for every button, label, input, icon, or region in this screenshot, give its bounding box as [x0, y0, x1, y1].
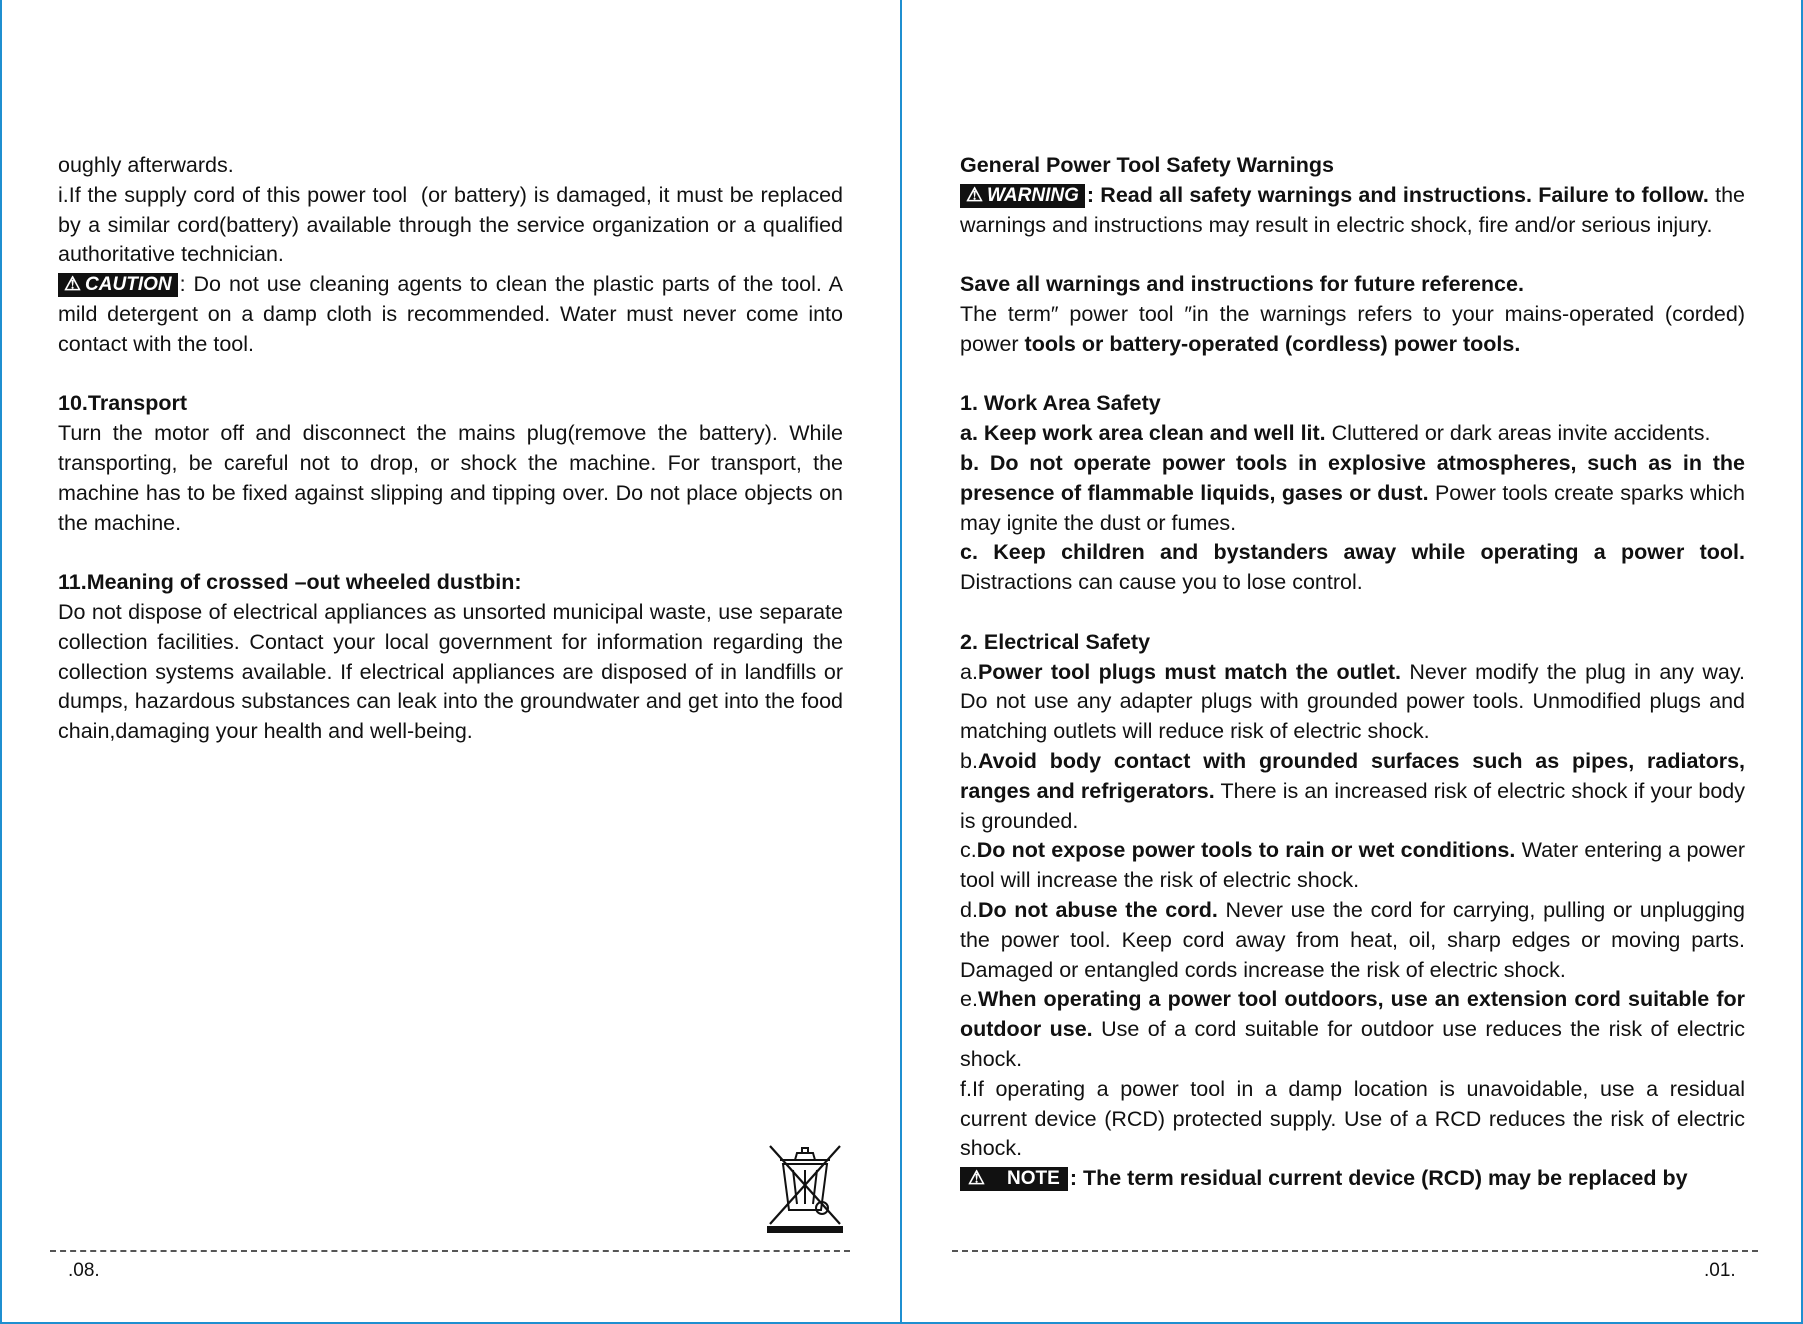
caution-badge — [58, 273, 178, 297]
note-text: : The term residual current device (RCD) may be replaced by — [1069, 1166, 1688, 1191]
warning-triangle-icon: ⚠ — [966, 184, 984, 206]
item-electrical-f: f.If operating a power tool in a damp location is unavoidable, use a residual current device (RCD) protected supply. Use of a RCD reduces the risk of electric shock. — [960, 1076, 1745, 1161]
item-d-prefix: d. — [960, 897, 978, 922]
heading-work-area-safety: 1. Work Area Safety — [960, 391, 1161, 416]
term-bold: tools or battery-operated (cordless) power tools. — [1018, 331, 1521, 356]
warning-triangle-icon: ⚠ — [968, 1168, 986, 1190]
item-work-area-c — [960, 538, 1745, 598]
item-c-text: Distractions can cause you to lose control. — [960, 570, 1363, 595]
note-badge — [960, 1167, 1068, 1191]
warning-badge — [960, 184, 1085, 208]
term-text: The term″ power tool ″in the warnings refers to your mains-operated (corded) power — [960, 301, 1745, 356]
item-a-text: Never modify the plug in any way. Do not use any adapter plugs with grounded power tools. Unmodified plugs and matching outlets will reduce risk of electric shock. — [960, 659, 1745, 744]
item-c-text: Water entering a power tool will increase the risk of electric shock. — [960, 838, 1745, 893]
paragraph-warning — [960, 181, 1745, 241]
left-footer-divider — [50, 1250, 850, 1252]
item-e-text: Use of a cord suitable for outdoor use reduces the risk of electric shock. — [960, 1017, 1745, 1071]
warning-bold-text: : Read all safety warnings and instructions. Failure to follow. — [1086, 182, 1709, 207]
item-b-bold: b. Do not operate power tools in explosive atmospheres, such as in the presence of flammable liquids, gases or dust. — [960, 450, 1745, 505]
warning-triangle-icon: ⚠ — [64, 274, 82, 296]
item-c-bold: c. Keep children and bystanders away while operating a power tool. — [960, 540, 1745, 565]
paragraph-supply-cord: i.If the supply cord of this power tool (or battery) is damaged, it must be replaced by a similar cord(battery) available through the service organization or a qualified authoritative technician. — [58, 182, 843, 267]
caution-badge-label: CAUTION — [85, 274, 172, 296]
heading-save-warnings: Save all warnings and instructions for future reference. — [960, 272, 1524, 297]
left-page — [0, 0, 900, 1324]
paragraph-continuation: oughly afterwards. — [58, 153, 234, 177]
caution-text: : Do not use cleaning agents to clean the plastic parts of the tool. A mild detergent on a damp cloth is recommended. Water must never come into contact with the tool. — [58, 272, 843, 356]
left-page-content — [58, 151, 843, 747]
note-badge-label: NOTE — [1007, 1168, 1060, 1190]
page-title: General Power Tool Safety Warnings — [960, 153, 1334, 177]
heading-transport: 10.Transport — [58, 391, 188, 416]
paragraph-caution — [58, 270, 843, 359]
item-b-prefix: b. — [960, 748, 978, 773]
item-work-area-b — [960, 449, 1745, 538]
item-electrical-c — [960, 836, 1745, 896]
heading-dustbin: 11.Meaning of crossed –out wheeled dustbin: — [58, 570, 522, 595]
item-electrical-d — [960, 896, 1745, 985]
item-d-bold: Do not abuse the cord. — [977, 897, 1218, 922]
item-electrical-a — [960, 658, 1745, 747]
right-page — [902, 0, 1803, 1324]
item-a-bold: a. Keep work area clean and well lit. — [960, 421, 1326, 446]
item-c-prefix: c. — [960, 838, 977, 863]
item-electrical-e — [960, 985, 1745, 1074]
item-b-bold: Avoid body contact with grounded surfaces such as pipes, radiators, ranges and refrigerators. — [960, 748, 1745, 803]
warning-text: the warnings and instructions may result in electric shock, fire and/or serious injury. — [960, 182, 1745, 237]
item-e-bold: When operating a power tool outdoors, use an extension cord suitable for outdoor use. — [960, 987, 1745, 1042]
item-b-text: There is an increased risk of electric shock if your body is grounded. — [960, 778, 1745, 833]
crossed-out-wheeled-bin-icon — [766, 1140, 844, 1233]
right-footer-divider — [952, 1250, 1758, 1252]
item-c-bold: Do not expose power tools to rain or wet conditions. — [976, 838, 1516, 863]
item-e-prefix: e. — [960, 987, 978, 1012]
heading-electrical-safety: 2. Electrical Safety — [960, 629, 1151, 654]
right-page-number: .01. — [1704, 1260, 1736, 1281]
item-a-prefix: a. — [960, 659, 978, 684]
paragraph-note — [960, 1164, 1745, 1194]
right-page-content — [960, 151, 1745, 1194]
item-d-text: Never use the cord for carrying, pulling or unplugging the power tool. Keep cord away from heat, oil, sharp edges or moving parts. Damaged or entangled cords increase the risk of electric shock. — [960, 897, 1745, 982]
paragraph-transport: Turn the motor off and disconnect the mains plug(remove the battery). While transporting, be careful not to drop, or shock the machine. For transport, the machine has to be fixed against slipping and tipping over. Do not place objects on the machine. — [58, 421, 843, 535]
item-a-text: Cluttered or dark areas invite accidents. — [1325, 421, 1711, 446]
item-b-text: Power tools create sparks which may ignite the dust or fumes. — [960, 480, 1745, 535]
item-work-area-a — [960, 419, 1745, 449]
warning-badge-label: WARNING — [987, 184, 1079, 206]
left-page-number: .08. — [68, 1260, 100, 1281]
paragraph-term — [960, 300, 1745, 360]
item-a-bold: Power tool plugs must match the outlet. — [977, 659, 1401, 684]
item-electrical-b — [960, 747, 1745, 836]
paragraph-dustbin: Do not dispose of electrical appliances as unsorted municipal waste, use separate collection facilities. Contact your local government for information regarding the collection systems available. If electrical appliances are disposed of in landfills or dumps, hazardous substances can leak into the groundwater and get into the food chain,damaging your health and well-being. — [58, 599, 843, 744]
